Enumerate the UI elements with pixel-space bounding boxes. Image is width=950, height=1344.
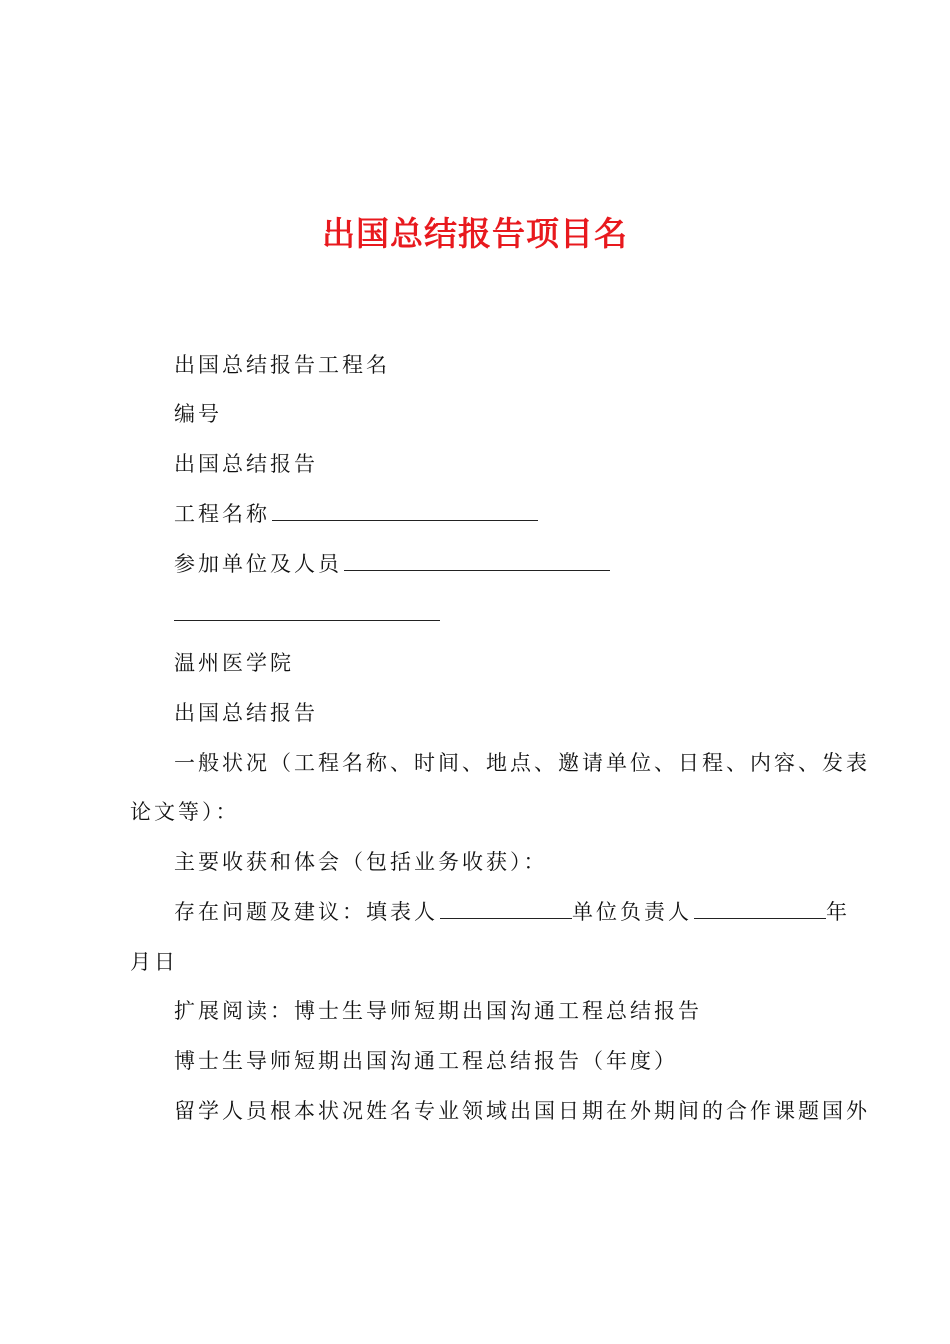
line-main-gains: 主要收获和体会（包括业务收获）：: [174, 850, 548, 874]
line-general-status: 一般状况（工程名称、时间、地点、邀请单位、日程、内容、发表: [174, 751, 870, 775]
line-report-heading-2: 出国总结报告: [174, 701, 318, 725]
blank-project-title: [272, 500, 538, 521]
line-participants-field: [174, 549, 610, 579]
line-report-heading: 出国总结报告: [174, 452, 318, 476]
blank-form-filler: [440, 898, 572, 919]
line-institution: 温州医学院: [174, 651, 294, 675]
blank-participants: [344, 550, 610, 571]
field-label-project-title: 工程名称: [174, 502, 270, 526]
line-month-day: 月日: [130, 950, 178, 974]
unit-head-label: 单位负责人: [572, 900, 692, 924]
line-project-name: 出国总结报告工程名: [174, 353, 390, 377]
line-participants-continued: [174, 599, 440, 629]
line-project-title-field: [174, 499, 538, 529]
document-title: 出国总结报告项目名: [322, 214, 628, 253]
field-label-participants: 参加单位及人员: [174, 552, 342, 576]
line-issues-suggestions: [174, 897, 850, 927]
year-label: 年: [826, 900, 850, 924]
blank-participants-2: [174, 600, 440, 621]
issues-label: 存在问题及建议：填表人: [174, 900, 438, 924]
line-extended-reading: 扩展阅读：博士生导师短期出国沟通工程总结报告: [174, 999, 702, 1023]
line-general-status-cont: 论文等）：: [130, 800, 240, 824]
line-number: 编号: [174, 402, 222, 426]
line-basic-info: 留学人员根本状况姓名专业领域出国日期在外期间的合作课题国外: [174, 1099, 870, 1123]
line-report-year: 博士生导师短期出国沟通工程总结报告（年度）: [174, 1049, 678, 1073]
blank-unit-head: [694, 898, 826, 919]
